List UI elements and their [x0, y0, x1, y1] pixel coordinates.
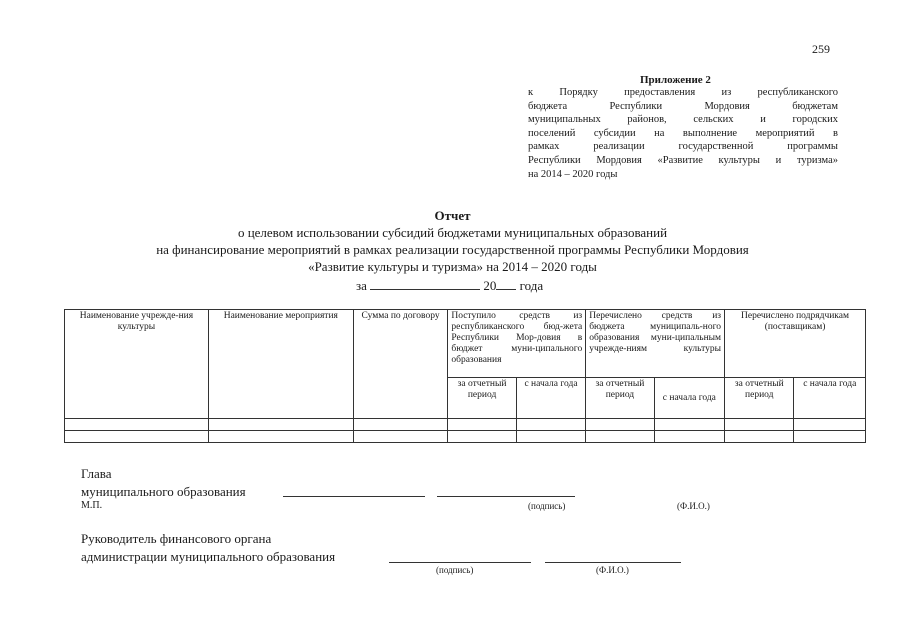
table-cell[interactable] [586, 419, 654, 431]
table-cell[interactable] [353, 431, 448, 443]
table-cell[interactable] [654, 431, 724, 443]
header-event: Наименование мероприятия [208, 310, 353, 419]
table-cell[interactable] [516, 431, 585, 443]
table-cell[interactable] [448, 431, 516, 443]
table-cell[interactable] [65, 419, 209, 431]
report-title: Отчет [434, 208, 471, 223]
report-subtitle-2: на финансирование мероприятий в рамках реализации государственной программы Республики Мордовия [156, 242, 749, 257]
table-cell[interactable] [794, 419, 866, 431]
table-cell[interactable] [586, 431, 654, 443]
header-contractors: Перечислено подрядчикам (поставщикам) [725, 310, 866, 378]
appendix-line: к Порядку предоставления из республиканского [528, 87, 838, 98]
appendix-line: рамках реализации государственной программы [528, 141, 838, 153]
appendix-line: поселений субсидии на выполнение мероприятий в [528, 127, 838, 139]
appendix-title: Приложение 2 [640, 74, 711, 86]
page-number: 259 [812, 42, 830, 56]
table-cell[interactable] [208, 431, 353, 443]
table-cell[interactable] [516, 419, 585, 431]
period-year: 20 [483, 278, 497, 293]
appendix-line: Республики Мордовия «Развитие культуры и туризма» [528, 154, 838, 166]
head-label-line2: муниципального образования [81, 484, 246, 499]
report-table [64, 309, 866, 443]
finance-label-line1: Руководитель финансового органа [81, 531, 272, 546]
period-suffix: года [519, 278, 544, 293]
header-contractors-year: с начала года [794, 378, 866, 419]
period-prefix: за [356, 278, 367, 293]
finance-name-line[interactable] [545, 562, 681, 563]
appendix-text [528, 86, 838, 181]
appendix-line: бюджета Республики Мордовия бюджетам [528, 100, 838, 112]
table-cell[interactable] [725, 431, 794, 443]
head-signature-line[interactable] [283, 496, 425, 497]
header-received-period: за отчетный период [448, 378, 516, 419]
period-date-blank[interactable] [370, 277, 480, 290]
finance-sign-caption: (подпись) [436, 565, 474, 575]
appendix-line: на 2014 – 2020 годы [528, 168, 618, 180]
stamp-label: М.П. [81, 500, 103, 511]
header-contractors-period: за отчетный период [725, 378, 794, 419]
table-cell[interactable] [208, 419, 353, 431]
table-cell[interactable] [654, 419, 724, 431]
table-cell[interactable] [725, 419, 794, 431]
table-cell[interactable] [353, 419, 448, 431]
header-transferred-period: за отчетный период [586, 378, 654, 419]
period-year-blank[interactable] [496, 277, 516, 290]
report-period [356, 277, 543, 294]
report-subtitle-1: о целевом использовании субсидий бюджетами муниципальных образований [237, 225, 668, 240]
appendix-line: муниципальных районов, сельских и городских [528, 114, 838, 126]
finance-name-caption: (Ф.И.О.) [596, 565, 629, 575]
head-label-line1: Глава [81, 466, 112, 481]
header-transferred: Перечислено средств из бюджета муниципаль-ного образования муни-ципальным учрежде-ниям культуры [586, 310, 725, 378]
table-row [65, 419, 866, 431]
finance-signature-line[interactable] [389, 562, 531, 563]
table-row [65, 431, 866, 443]
table-cell[interactable] [794, 431, 866, 443]
header-transferred-year: с начала года [654, 378, 724, 419]
head-name-line[interactable] [437, 496, 575, 497]
head-name-caption: (Ф.И.О.) [677, 501, 710, 511]
table-cell[interactable] [448, 419, 516, 431]
header-received-year: с начала года [516, 378, 585, 419]
header-received: Поступило средств из республиканского бюд-жета Республики Мор-довия в бюджет муни-ципального образования [448, 310, 586, 378]
head-sign-caption: (подпись) [528, 501, 566, 511]
report-subtitle-3: «Развитие культуры и туризма» на 2014 – 2020 годы [308, 259, 597, 274]
header-institution: Наименование учрежде-ния культуры [65, 310, 209, 419]
table-cell[interactable] [65, 431, 209, 443]
header-sum: Сумма по договору [353, 310, 448, 419]
finance-label-line2: администрации муниципального образования [81, 549, 336, 564]
